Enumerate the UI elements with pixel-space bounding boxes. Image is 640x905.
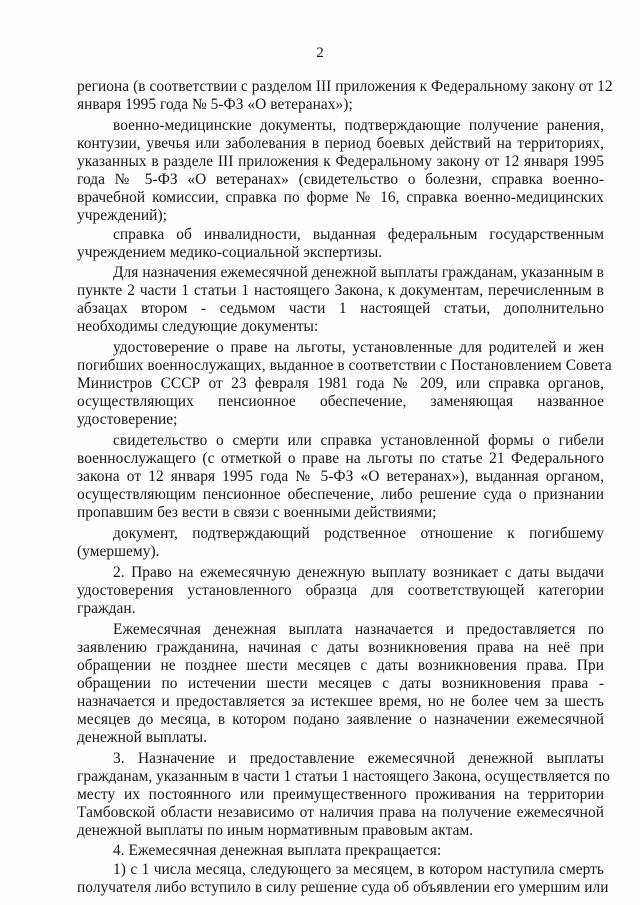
text-line: справка об инвалидности, выданная федеральным государственным xyxy=(113,226,604,243)
text-line: обращении не позднее шести месяцев с даты возникновения права. При xyxy=(77,657,604,674)
text-line: осуществляющим пенсионное обеспечение, либо решение суда о признании xyxy=(77,486,604,503)
text-line: абзацах втором - седьмом части 1 настоящей статьи, дополнительно xyxy=(77,300,604,317)
text-line: необходимы следующие документы: xyxy=(77,318,319,335)
text-line: документ, подтверждающий родственное отношение к погибшему xyxy=(113,525,604,542)
text-line: (умершему). xyxy=(77,543,160,560)
text-line: врачебной комиссии, справка по форме № 16, справка военно-медицинских xyxy=(77,189,604,206)
text-line: удостоверение о праве на льготы, установленные для родителей и жен xyxy=(113,339,604,356)
text-line: гражданам, указанным в части 1 статьи 1 настоящего Закона, осуществляется по xyxy=(77,768,610,785)
text-line: денежной выплаты по иным нормативным правовым актам. xyxy=(77,822,474,839)
text-line: удостоверения установленного образца для соответствующей категории xyxy=(77,582,604,599)
text-line: Ежемесячная денежная выплата назначается и предоставляется по xyxy=(113,621,604,638)
text-line: Для назначения ежемесячной денежной выплаты гражданам, указанным в xyxy=(113,264,604,281)
text-line: указанных в разделе III приложения к Федеральному закону от 12 января 1995 xyxy=(77,153,604,170)
text-line: граждан. xyxy=(77,600,136,617)
text-line: учреждением медико-социальной экспертизы. xyxy=(77,244,383,261)
text-line: региона (в соответствии с разделом III приложения к Федеральному закону от 12 xyxy=(77,78,613,95)
text-line: 4. Ежемесячная денежная выплата прекращается: xyxy=(113,842,442,859)
text-line: пропавшим без вести в связи с военными действиями; xyxy=(77,504,437,521)
text-line: 1) с 1 числа месяца, следующего за месяцем, в котором наступила смерть xyxy=(113,861,604,878)
text-line: военнослужащего (с отметкой о праве на льготы по статье 21 Федерального xyxy=(77,450,604,467)
text-line: погибших военнослужащих, выданное в соответствии с Постановлением Совета xyxy=(77,357,612,374)
text-line: учреждений); xyxy=(77,207,167,224)
text-line: года № 5-ФЗ «О ветеранах» (свидетельство о болезни, справка военно- xyxy=(77,171,604,188)
text-line: контузии, увечья или заболевания в период боевых действий на территориях, xyxy=(77,135,604,152)
text-line: военно-медицинские документы, подтверждающие получение ранения, xyxy=(113,117,604,134)
text-line: осуществляющих пенсионное обеспечение, заменяющая названное xyxy=(77,393,604,410)
page-number: 2 xyxy=(316,45,324,61)
text-line: месту их постоянного или преимущественного проживания на территории xyxy=(77,786,604,803)
text-line: месяцев до месяца, в котором подано заявление о назначении ежемесячной xyxy=(77,711,604,728)
text-line: пункте 2 части 1 статьи 1 настоящего Закона, к документам, перечисленным в xyxy=(77,282,604,299)
text-line: получателя либо вступило в силу решение суда об объявлении его умершим или xyxy=(77,879,609,896)
text-line: заявлению гражданина, начиная с даты возникновения права на неё при xyxy=(77,639,604,656)
text-line: 3. Назначение и предоставление ежемесячной денежной выплаты xyxy=(113,750,604,767)
text-line: назначается и предоставляется за истекшее время, но не более чем за шесть xyxy=(77,693,604,710)
text-line: января 1995 года № 5-ФЗ «О ветеранах»); xyxy=(77,96,353,113)
text-line: 2. Право на ежемесячную денежную выплату возникает с даты выдачи xyxy=(113,564,604,581)
text-line: обращении по истечении шести месяцев с даты возникновения права - xyxy=(77,675,604,692)
text-line: свидетельство о смерти или справка установленной формы о гибели xyxy=(113,432,604,449)
text-line: удостоверение; xyxy=(77,411,178,428)
text-line: Тамбовской области независимо от наличия права на получение ежемесячной xyxy=(77,804,604,821)
text-line: денежной выплаты. xyxy=(77,729,208,746)
text-line: закона от 12 января 1995 года № 5-ФЗ «О ветеранах»), выданная органом, xyxy=(77,468,604,485)
text-line: Министров СССР от 23 февраля 1981 года № 209, или справка органов, xyxy=(77,375,604,392)
